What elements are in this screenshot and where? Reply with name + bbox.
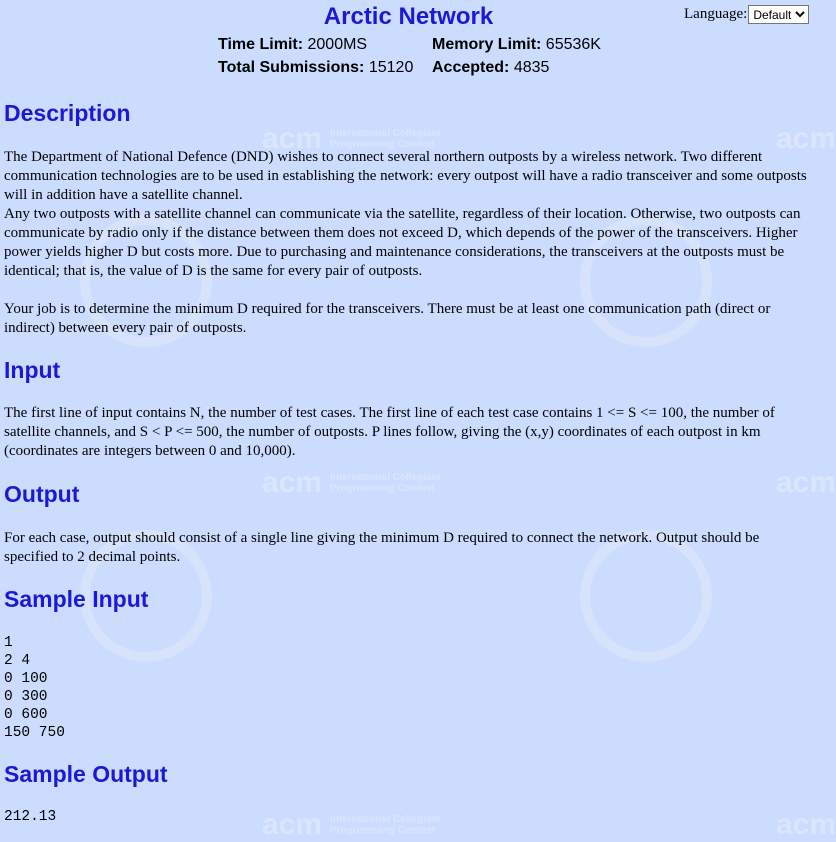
input-heading: Input [4, 357, 61, 383]
language-label: Language: [684, 6, 748, 22]
sample-input: 1 2 4 0 100 0 300 0 600 150 750 [4, 635, 65, 741]
total-submissions-label: Total Submissions: [218, 59, 365, 76]
memory-limit-value: 65536K [545, 36, 601, 53]
sample-input-heading: Sample Input [4, 586, 149, 612]
description-heading: Description [4, 100, 131, 126]
watermark-icpc: International Collegiate Programming Contest [330, 472, 441, 494]
output-heading: Output [4, 481, 80, 507]
time-limit [218, 36, 367, 54]
accepted [432, 59, 549, 77]
language-selector [684, 5, 809, 24]
watermark-acm: acm [776, 808, 836, 841]
watermark-acm: acm [776, 466, 836, 499]
watermark-acm: acm [262, 122, 323, 155]
watermark-icpc: International Collegiate Programming Contest [330, 814, 441, 836]
output-text: For each case, output should consist of a single line giving the minimum D required to connect the network. Output should be specified to 2 decimal points. [4, 530, 760, 565]
description-paragraph-1: The Department of National Defence (DND) wishes to connect several northern outposts by a wireless network. Two different communication technologies are to be used in establishing the network: every outpost will have a radio transceiver and some outposts will in addition have a satellite channel. [4, 149, 807, 203]
problem-title: Arctic Network [323, 3, 494, 30]
sample-output: 212.13 [4, 809, 57, 825]
watermark-acm: acm [262, 808, 323, 841]
time-limit-value: 2000MS [307, 36, 368, 53]
total-submissions [218, 59, 413, 77]
watermark-icpc: International Collegiate Programming Contest [330, 128, 441, 150]
memory-limit [432, 36, 601, 54]
time-limit-label: Time Limit: [218, 36, 304, 53]
description-paragraph-2: Any two outposts with a satellite channel can communicate via the satellite, regardless of their location. Otherwise, two outposts can communicate by radio only if the distance between them does not exceed D, which depends of the power of the transceivers. Higher power yields higher D but costs more. Due to purchasing and maintenance considerations, the transceivers at the outposts must be identical; that is, the value of D is the same for every pair of outposts. [4, 206, 801, 279]
watermark-acm: acm [776, 122, 836, 155]
sample-output-heading: Sample Output [4, 761, 168, 787]
memory-limit-label: Memory Limit: [432, 36, 542, 53]
total-submissions-value: 15120 [368, 59, 414, 76]
watermark-acm: acm [262, 466, 323, 499]
input-text: The first line of input contains N, the number of test cases. The first line of each test case contains 1 <= S <= 100, the number of satellite channels, and S < P <= 500, the number of outposts. P lines follow, giving the (x,y) coordinates of each outpost in km (coordinates are integers between 0 and 10,000). [4, 405, 775, 459]
accepted-value: 4835 [513, 59, 550, 76]
accepted-label: Accepted: [432, 59, 510, 76]
description-paragraph-3: Your job is to determine the minimum D required for the transceivers. There must be at least one communication path (direct or indirect) between every pair of outposts. [4, 301, 771, 336]
language-select[interactable] [748, 5, 809, 24]
